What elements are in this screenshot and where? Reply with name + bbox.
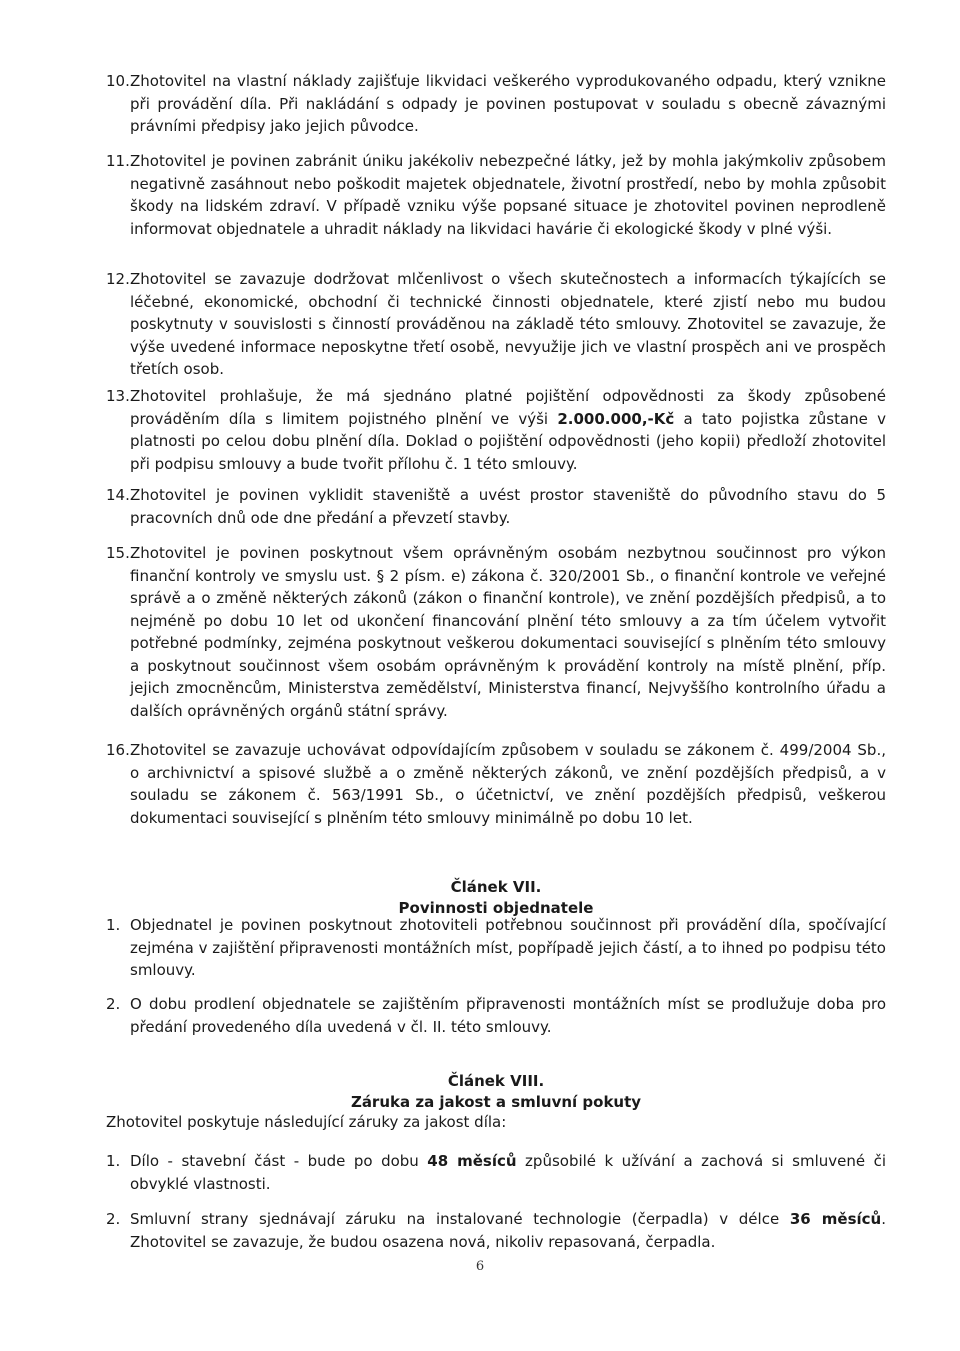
page-number: 6 xyxy=(475,1259,485,1274)
article-7-clause-1 xyxy=(106,914,886,982)
article-8-clause-1 xyxy=(106,1150,886,1195)
clause-number: 16. xyxy=(106,741,130,759)
clause-15 xyxy=(106,542,886,722)
clause-number: 10. xyxy=(106,72,130,90)
warranty-duration: 48 měsíců xyxy=(427,1152,517,1170)
clause-number: 11. xyxy=(106,152,130,170)
clause-text xyxy=(130,385,886,475)
clause-text: Objednatel je povinen poskytnout zhotoviteli potřebnou součinnost při provádění díla, spočívající zejména v zajištění připravenosti montážních míst, popřípadě jejich částí, a to ihned po podpisu této smlouvy. xyxy=(130,916,886,979)
clause-text-part: . Zhotovitel se zavazuje, že budou osazena nová, nikoliv repasovaná, čerpadla. xyxy=(130,1210,886,1251)
article-7-clause-2 xyxy=(106,993,886,1038)
clause-12 xyxy=(106,268,886,381)
clause-number: 15. xyxy=(106,544,130,562)
insurance-amount: 2.000.000,-Kč xyxy=(557,409,675,428)
clause-11 xyxy=(106,150,886,240)
article-8-title: Záruka za jakost a smluvní pokuty xyxy=(350,1093,642,1111)
clause-number: 12. xyxy=(106,270,130,288)
clause-text: O dobu prodlení objednatele se zajištěním připravenosti montážních míst se prodlužuje doba pro předání provedeného díla uvedená v čl. II. této smlouvy. xyxy=(130,995,886,1036)
clause-number: 1. xyxy=(106,916,121,934)
clause-text: Zhotovitel se zavazuje uchovávat odpovídajícím způsobem v souladu se zákonem č. 499/2004 Sb., o archivnictví a spisové službě a o změně některých zákonů, ve znění pozdějších předpisů, a v souladu se zákonem č. 563/1991 Sb., o účetnictví, ve znění pozdějších předpisů, veškerou dokumentaci související s plněním této smlouvy minimálně po dobu 10 let. xyxy=(130,741,886,827)
clause-16 xyxy=(106,739,886,829)
clause-14 xyxy=(106,484,886,529)
clause-number: 1. xyxy=(106,1152,121,1170)
article-7-heading: Článek VII. xyxy=(450,878,542,896)
clause-text-part: Dílo - stavební část - bude po dobu xyxy=(130,1152,428,1170)
warranty-duration: 36 měsíců xyxy=(789,1210,882,1228)
clause-number: 13. xyxy=(106,387,130,405)
clause-text: Zhotovitel je povinen poskytnout všem oprávněným osobám nezbytnou součinnost pro výkon finanční kontroly ve smyslu ust. § 2 písm. e) zákona č. 320/2001 Sb., o finanční kontrole ve veřejné správě a o změně některých zákonů (zákon o finanční kontrole), ve znění pozdějších předpisů, a to nejméně po dobu 10 let od ukončení financování plnění této smlouvy a za tím účelem vytvořit potřebné podmínky, zejména poskytnout veškerou dokumentaci související s plněním této smlouvy a poskytnout součinnost všem osobám oprávněným k provádění kontroly na místě plnění, příp. jejich zmocněncům, Ministerstva zemědělství, Ministerstva financí, Nejvyššího kontrolního úřadu a dalších oprávněných orgánů státní správy. xyxy=(130,544,886,720)
article-7-title: Povinnosti objednatele xyxy=(398,899,594,917)
clause-text: Zhotovitel se zavazuje dodržovat mlčenlivost o všech skutečnostech a informacích týkajících se léčebné, ekonomické, obchodní či technické činnosti objednatele, které zjistí nebo mu budou poskytnuty v souvislosti s činností prováděnou na základě této smlouvy. Zhotovitel se zavazuje, že výše uvedené informace neposkytne třetí osobě, nevyužije jich ve vlastní prospěch ani ve prospěch třetích osob. xyxy=(130,270,886,378)
clause-10 xyxy=(106,70,886,138)
clause-number: 14. xyxy=(106,486,130,504)
clause-text: Zhotovitel na vlastní náklady zajišťuje likvidaci veškerého vyprodukovaného odpadu, který vznikne při provádění díla. Při nakládání s odpady je povinen postupovat v souladu s obecně závaznými právními předpisy jako jejich původce. xyxy=(130,72,886,135)
clause-text-part: Zhotovitel prohlašuje, že má sjednáno platné pojištění odpovědnosti za škody způsobené prováděním díla s limitem pojistného plnění ve výši xyxy=(130,387,886,428)
article-8-heading: Článek VIII. xyxy=(447,1072,545,1090)
clause-13 xyxy=(106,385,886,475)
clause-text: Zhotovitel je povinen zabránit úniku jakékoliv nebezpečné látky, jež by mohla jakýmkoliv způsobem negativně zasáhnout nebo poškodit majetek objednatele, životní prostředí, nebo by mohla způsobit škody na lidském zdraví. V případě vzniku výše popsané situace je zhotovitel povinen neprodleně informovat objednatele a uhradit náklady na likvidaci havárie či ekologické škody v plné výši. xyxy=(130,152,886,238)
clause-text-part: Smluvní strany sjednávají záruku na instalované technologie (čerpadla) v délce xyxy=(130,1210,790,1228)
clause-number: 2. xyxy=(106,1210,121,1228)
clause-number: 2. xyxy=(106,995,121,1013)
article-8-clause-2 xyxy=(106,1208,886,1253)
clause-text xyxy=(130,1208,886,1253)
clause-text-part: a tato pojistka zůstane v platnosti po celou dobu plnění díla. Doklad o pojištění odpovědnosti (jeho kopii) předloží zhotovitel při podpisu smlouvy a bude tvořit přílohu č. 1 této smlouvy. xyxy=(130,409,887,473)
article-8-intro: Zhotovitel poskytuje následující záruky za jakost díla: xyxy=(106,1113,507,1131)
clause-text: Zhotovitel je povinen vyklidit staveniště a uvést prostor staveniště do původního stavu do 5 pracovních dnů ode dne předání a převzetí stavby. xyxy=(130,486,886,527)
clause-text xyxy=(130,1150,886,1195)
clause-text-part: způsobilé k užívání a zachová si smluvené či obvyklé vlastnosti. xyxy=(130,1152,886,1193)
